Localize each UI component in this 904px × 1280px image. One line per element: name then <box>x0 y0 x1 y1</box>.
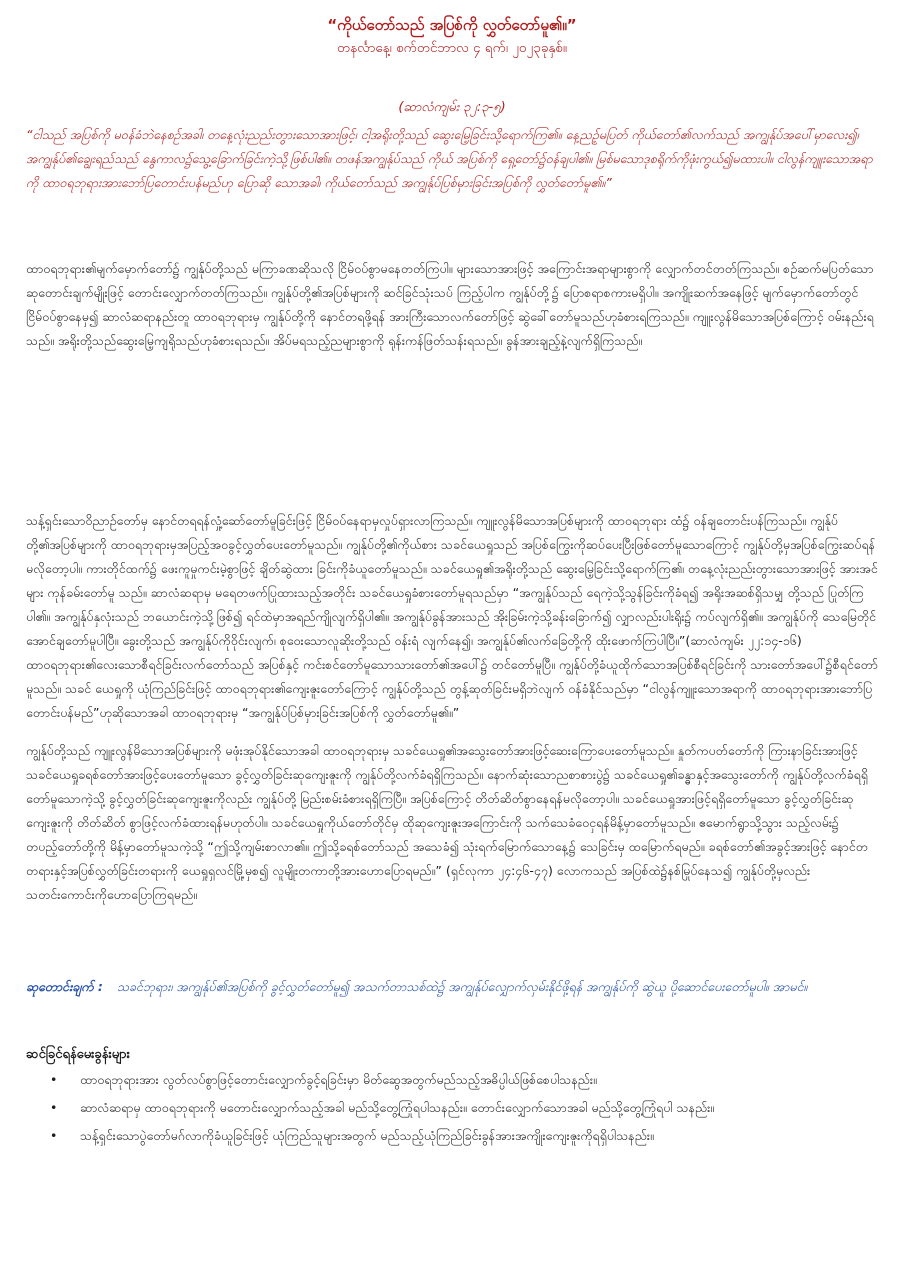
questions-heading: ဆင်ခြင်ရန်မေးခွန်းများ <box>26 1047 130 1062</box>
page-title: “ကိုယ်တော်သည် အပြစ်ကို လွှတ်တော်မူ၏။” <box>327 16 577 34</box>
question-text: ထာဝရဘုရားအား လွတ်လပ်စွာဖြင့်တောင်းလျှောက်ခွင့်ရခြင်းမှာ မိတ်ဆွေအတွက်မည်သည့်အဓိပ္ပါယ်ဖြစ်စေပါသနည်း။ <box>80 1072 597 1087</box>
body-paragraph-2: သန့်ရှင်းသောဝိညာဉ်တော်မှ နောင်တရရန်လှုံ့ဆော်တော်မူခြင်းဖြင့် ငြိမ်ဝပ်နေရာမှလှုပ်ရှားလာကြသည်။ ကျူးလွန်မိသောအပြစ်များကို ထာဝရဘုရား ထံ၌ ဝန်ချတောင်းပန်ကြသည်။ ကျွန်ုပ်တို့၏အပြစ်များကို ထာဝရဘုရားမှအပြည့်အဝခွင့်လွှတ်ပေးတော်မူသည်။ ကျွန်ုပ်တို့၏ကိုယ်စား သခင်ယေရှုသည် အပြစ်ကြွေးကိုဆပ်ပေးပြီးဖြစ်တော်မူသောကြောင့် ကျွန်ုပ်တို့မှအပြစ်ကြွေးဆပ်ရန်မလိုတော့ပါ။ ကားတိုင်ထက်၌ ဖေးကူမှုကင်းမဲ့စွာဖြင့် ချိတ်ဆွဲထား ခြင်းကိုခံယူတော်မူသည်။ သခင်ယေရှု၏အရိုးတို့သည် ဆွေးမြေ့ခြင်းသို့ရောက်ကြ၏၊ တနေ့လုံးညည်းတွားသောအားဖြင့် အားအင်များ ကုန်ခမ်းတော်မူ သည်။ ဆာလံဆရာမှ မရေတဖက်ပြုထားသည့်အတိုင်း သခင်ယေရှုခံစားတော်မူရသည်မှာ “အကျွန်ုပ်သည် ရေကဲ့သို့သွန်ခြင်းကိုခံရ၍ အရိုးအဆစ်ရှိသမျှ တို့သည် ပြုတ်ကြပါ၏။ အကျွန်ုပ်နှလုံးသည် ဘယောင်းကဲ့သို့ဖြစ်၍ ရင်ထဲမှာအရည်ကျိုလျက်ရှိပါ၏။ အကျွန်ုပ်ခွန်အားသည် အိုးခြမ်းကဲ့သို့ခန်းခြောက်၍ လျှာလည်းပါးရိုး၌ ကပ်လျက်ရှိ၏။ အကျွန်ုပ်ကို သေမြေတိုင်အောင်ချတော်မူပါပြီ။ ခွေးတို့သည် အကျွန်ုပ်ကိုဝိုင်းလျက်၊ စုဝေးသောလူဆိုးတို့သည် ဝန်းရံ လျက်နေ၍၊ အကျွန်ုပ်၏လက်ခြေတို့ကို ထိုးဖောက်ကြပါပြီ။”(ဆာလံကျမ်း ၂၂:၁၄-၁၆) ထာဝရဘုရား၏လေးသောစီရင်ခြင်းလက်တော်သည် အပြစ်နှင့် ကင်းစင်တော်မူသောသားတော်၏အပေါ်၌ တင်တော်မူပြီ။ ကျွန်ုပ်တို့ခံယူထိုက်သောအပြစ်စီရင်ခြင်းကို သားတော်အပေါ်၌စီရင်တော်မူသည်။ သခင် ယေရှုကို ယုံကြည်ခြင်းဖြင့် ထာဝရဘုရား၏ကျေးဇူးတော်ကြောင့် ကျွန်ုပ်တို့သည် တွန့်ဆုတ်ခြင်းမရှိဘဲလျက် ဝန်ခံနိုင်သည်မှာ “ငါလွန်ကျူးသောအရာကို ထာဝရဘုရားအားဘော်ပြတောင်းပန်မည်”ဟုဆိုသောအခါ ထာဝရဘုရားမှ “အကျွန်ုပ်ပြစ်မှားခြင်းအပြစ်ကို လွှတ်တော်မူ၏။” <box>26 513 878 720</box>
scripture-reference: (ဆာလံကျမ်း ၃၂:၃-၅) <box>398 100 506 115</box>
question-item <box>50 1068 880 1092</box>
questions-list <box>50 1068 880 1152</box>
prayer-block <box>26 975 878 999</box>
prayer-text: သခင်ဘုရား၊ အကျွန်ုပ်၏အပြစ်ကို ခွင့်လွှတ်တော်မူ၍ အသက်တာသစ်ထဲ၌ အကျွန်ုပ်လျှောက်လှမ်းနိုင်ဖို့ရန် အကျွန်ုပ်ကို ဆွဲယူ ပို့ဆောင်ပေးတော်မူပါ။ အာမင်။ <box>116 979 808 994</box>
question-item <box>50 1096 880 1120</box>
body-paragraph-1: ထာဝရဘုရား၏မျက်မှောက်တော်၌ ကျွန်ုပ်တို့သည် မကြာခဏဆိုသလို ငြိမ်ဝပ်စွာမနေတတ်ကြပါ။ များသောအားဖြင့် အကြောင်းအရာများစွာကို လျှောက်တင်တတ်ကြသည်။ စဉ်ဆက်မပြတ်သောဆုတောင်းချက်မျိုးဖြင့် တောင်းလျှောက်တတ်ကြသည်။ ကျွန်ုပ်တို့၏အပြစ်များကို ဆင်ခြင်သုံးသပ် ကြည့်ပါက ကျွန်ုပ်တို့၌ ပြောစရာစကားမရှိပါ။ အကျိုးဆက်အနေဖြင့် မျက်မှောက်တော်တွင် ငြိမ်ဝပ်စွာနေမှ၍ ဆာလံဆရာနည်းတူ ထာဝရဘုရားမှ ကျွန်ုပ်တို့ကို နောင်တရဖို့ရန် အားကြီးသောလက်တော်ဖြင့် ဆွဲခေါ်တော်မူသည်ဟုခံစားရကြသည်။ ကျူးလွန်မိသောအပြစ်ကြောင့် ဝမ်းနည်းရသည်။ အရိုးတို့သည်ဆွေးမြေ့ကျရိုသည်ဟုခံစားရသည်။ အိပ်မရသည့်ညများစွာကို ရုန်းကန်ဖြတ်သန်းရသည်။ ခွန်အားချည့်နဲ့လျက်ရှိကြသည်။ <box>26 261 874 348</box>
bullet-icon: • <box>50 1100 58 1115</box>
question-item <box>50 1124 880 1148</box>
question-text: ဆာလံဆရာမှ ထာဝရဘုရားကို မတောင်းလျှောက်သည့်အခါ မည်သို့တွေ့ကြုံရပါသနည်း။ တောင်းလျှောက်သောအခါ မည်သို့တွေ့ကြုံရပါ သနည်း။ <box>80 1100 715 1115</box>
bullet-icon: • <box>50 1072 58 1087</box>
body-paragraph-3: ကျွန်ုပ်တို့သည် ကျူးလွန်မိသောအပြစ်များကို မဖုံးအုပ်နိုင်သောအခါ ထာဝရဘုရားမှ သခင်ယေရှု၏အသွေးတော်အားဖြင့်ဆေးကြောပေးတော်မူသည်။ နှုတ်ကပတ်တော်ကို ကြားနာခြင်းအားဖြင့် သခင်ယေရှုခရစ်တော်အားဖြင့်ပေးတော်မူသော ခွင့်လွှတ်ခြင်းဆုကျေးဇူးကို ကျွန်ုပ်တို့လက်ခံရရှိကြသည်။ နောက်ဆုံးသောညစာစားပွဲ၌ သခင်ယေရှု၏ခန္ဓာနှင့်အသွေးတော်ကို ကျွန်ုပ်တို့လက်ခံရရှိတော်မူသောကဲ့သို့ ခွင့်လွှတ်ခြင်းဆုကျေးဇူးကိုလည်း ကျွန်ုပ်တို့ မြည်းစမ်းခံစားရရှိကြပြီ။ အပြစ်ကြောင့် တိတ်ဆိတ်စွာနေရန်မလိုတော့ပါ။ သခင်ယေရှုအားဖြင့်ရရှိတော်မူသော ခွင့်လွှတ်ခြင်းဆုကျေးဇူးကို တိတ်ဆိတ် စွာဖြင့်လက်ခံထားရန်မဟုတ်ပါ။ သခင်ယေရှုကိုယ်တော်တိုင်မှ ထိုဆုကျေးဇူးအကြောင်းကို သက်သေခံဝေငှရန်မိန့်မှာတော်မူသည်။ ဧမောက်ရွာသို့သွား သည့်လမ်း၌ တပည့်တော်တို့ကို မိန့်မှာတော်မူသကဲ့သို့ “ဤသို့ကျမ်းစာလာ၏။ ဤသို့ခရစ်တော်သည် အသေခံ၍ သုံးရက်မြောက်သောနေ့၌ သေခြင်းမှ ထမြောက်ရမည်။ ခရစ်တော်၏အခွင့်အားဖြင့် နောင်တတရားနှင့်အပြစ်လွှတ်ခြင်းတရားကို ယေရှုရှလင်မြို့မှစ၍ လူမျိုးတကာတို့အားဟောပြောရမည်။” (ရှင်လုကာ ၂၄:၄၆-၄၇) လောကသည် အပြစ်ထဲ၌နစ်မြုပ်နေသ၍ ကျွန်ုပ်တို့မှလည်း သတင်းကောင်းကိုဟောပြောကြရမည်။ <box>26 743 868 902</box>
prayer-label: ဆုတောင်းချက် : <box>26 979 103 994</box>
date-line: တနင်္လာနေ့၊ စက်တင်ဘာလ ၄ ရက်၊ ၂၀၂၃ခုနှစ်။ <box>337 40 567 56</box>
question-text: သန့်ရှင်းသောပွဲတော်မဂ်လာကိုခံယူခြင်းဖြင့် ယုံကြည်သူများအတွက် မည်သည့်ယုံကြည်ခြင်းခွန်အားအကျိုးကျေးဇူးကိုရရှိပါသနည်း။ <box>80 1128 654 1143</box>
bullet-icon: • <box>50 1128 58 1143</box>
scripture-quote: “ငါသည် အပြစ်ကို မဝန်ခံဘဲနေစဉ်အခါ၊ တနေ့လုံးညည်းတွားသောအားဖြင့်၊ ငါ့အရိုးတို့သည် ဆွေးမြေ့ခြင်းသို့ရောက်ကြ၏။ နေ့ညဉ့်မပြတ် ကိုယ်တော်၏လက်သည် အကျွန်ုပ်အပေါ်မှာလေး၍၊ အကျွန်ုပ်၏ချွေးရည်သည် နွေကာလ၌သွေ့ခြောက်ခြင်းကဲ့သို့ဖြစ်ပါ၏။ တဖန်အကျွန်ုပ်သည် ကိုယ် အပြစ်ကို ရှေ့တော်၌ဝန်ချပါ၏။ မြစ်မသောဒုစရိုက်ကိုဖုံးကွယ်၍မထားပါ။ ငါလွန်ကျူးသောအရာကို ထာဝရဘုရားအားဘော်ပြတောင်းပန်မည်ဟု ပြောဆို သောအခါ၊ ကိုယ်တော်သည် အကျွန်ုပ်ပြစ်မှားခြင်းအပြစ်ကို လွှတ်တော်မူ၏။” <box>26 127 873 190</box>
